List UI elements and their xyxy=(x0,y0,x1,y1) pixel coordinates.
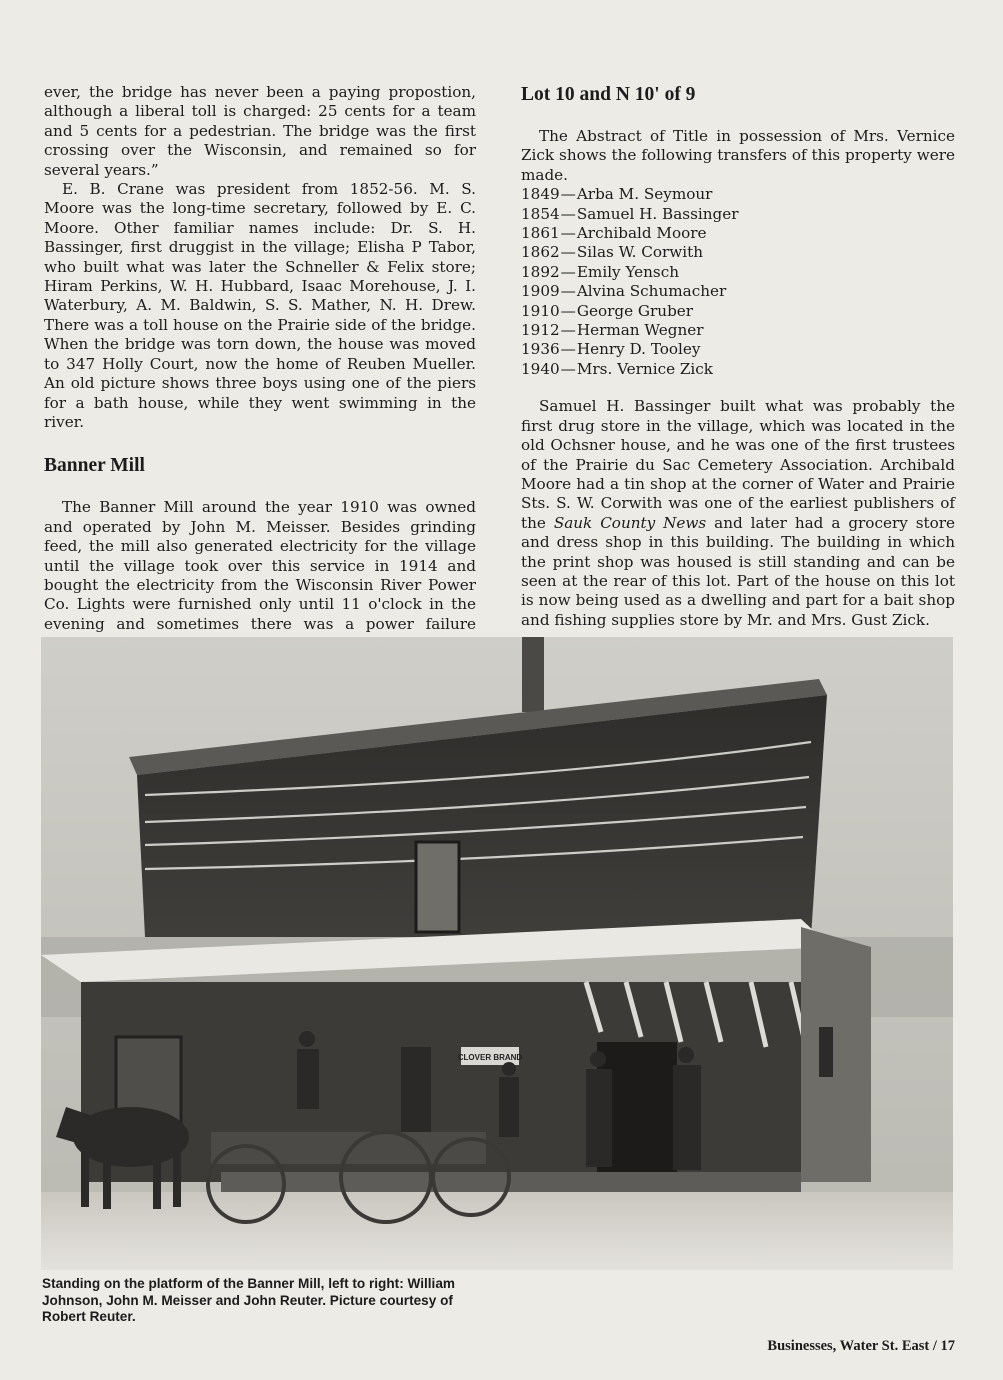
paragraph-bassinger-part1: Samuel H. Bassinger built what was probably the first drug store in the village, which was located in the old Ochsner house, and he was one of the first trustees of the Prairie du Sac Cemetery Association. Archibald Moore had a tin shop at the corner of Water and Prairie Sts. S. W. Corwith was one of the earliest publishers of the xyxy=(521,397,955,532)
paragraph-bridge-officers: E. B. Crane was president from 1852-56. M. S. Moore was the long-time secretary, followed by E. C. Moore. Other familiar names include: Dr. S. H. Bassinger, first druggist in the village; Elisha P Tabor, who built what was later the Schneller & Felix store; Hiram Perkins, W. H. Hubbard, Isaac Morehouse, J. I. Waterbury, A. M. Baldwin, S. S. Mather, N. H. Drew. There was a toll house on the Prairie side of the bridge. When the bridge was torn down, the house was moved to 347 Holly Court, now the home of Reuben Mueller. An old picture shows three boys using one of the piers for a bath house, while they went swimming in the river. xyxy=(44,180,476,431)
transfer-name: George Gruber xyxy=(576,301,694,320)
paragraph-banner-mill: The Banner Mill around the year 1910 was owned and operated by John M. Meisser. Besides grinding feed, the mill also generated electricity for the village until the village took over this service in 1914 and bought the electricity from the Wisconsin River Power Co. Lights were furnished only until 11 o'clock in the evening and sometimes there was a power failure xyxy=(44,498,476,633)
center-door xyxy=(401,1047,431,1142)
transfer-name: Silas W. Corwith xyxy=(576,243,704,262)
paragraph-bridge-toll: ever, the bridge has never been a paying propostion, although a liberal toll is charged: 25 cents for a team and 5 cents for a pedestrian. The bridge was the first crossing over the Wisconsin, and remained so for several years.” xyxy=(44,83,476,179)
transfer-year: 1912 xyxy=(521,321,560,340)
transfer-name: Archibald Moore xyxy=(576,224,707,243)
banner-mill-illustration xyxy=(41,637,953,1270)
transfer-entry xyxy=(521,243,955,262)
transfer-year: 1849 xyxy=(521,185,560,204)
transfer-entry xyxy=(521,185,955,204)
transfer-list xyxy=(521,185,955,379)
chimney xyxy=(522,637,544,712)
transfer-name: Herman Wegner xyxy=(576,321,704,340)
transfer-year: 1940 xyxy=(521,359,560,378)
right-column xyxy=(521,83,955,630)
upper-window xyxy=(416,842,459,932)
transfer-name: Mrs. Vernice Zick xyxy=(576,359,714,378)
transfer-dash: — xyxy=(560,282,576,301)
transfer-year: 1862 xyxy=(521,243,560,262)
transfer-dash: — xyxy=(560,224,576,243)
transfer-year: 1892 xyxy=(521,262,560,281)
transfer-entry xyxy=(521,224,955,243)
transfer-year: 1909 xyxy=(521,282,560,301)
transfer-name: Samuel H. Bassinger xyxy=(576,204,739,223)
side-building-window xyxy=(819,1027,833,1077)
heading-banner-mill: Banner Mill xyxy=(44,455,145,477)
transfer-entry xyxy=(521,263,955,282)
transfer-year: 1910 xyxy=(521,301,560,320)
paragraph-bassinger-part2: and later had a grocery store and dress shop in this building. The building in which the print shop was housed is still standing and can be seen at the rear of this lot. Part of the house on this lot is now being used as a dwelling and part for a bait shop and fishing supplies store by Mr. and Mrs. Gust Zick. xyxy=(521,513,956,629)
transfer-entry xyxy=(521,321,955,340)
side-building xyxy=(801,927,871,1182)
photo-caption: Standing on the platform of the Banner Mill, left to right: William Johnson, John M. Meisser and John Reuter. Picture courtesy of Robert Reuter. xyxy=(42,1276,455,1324)
transfer-dash: — xyxy=(560,262,576,281)
paragraph-bassinger xyxy=(521,397,955,630)
transfer-name: Henry D. Tooley xyxy=(576,340,701,359)
transfer-entry xyxy=(521,302,955,321)
transfer-entry xyxy=(521,282,955,301)
sign-text: CLOVER BRAND xyxy=(457,1053,523,1062)
transfer-dash: — xyxy=(560,185,576,204)
transfer-year: 1854 xyxy=(521,204,560,223)
transfer-entry xyxy=(521,360,955,379)
transfer-name: Emily Yensch xyxy=(576,262,680,281)
transfer-name: Alvina Schumacher xyxy=(576,282,727,301)
transfer-dash: — xyxy=(560,204,576,223)
transfer-year: 1861 xyxy=(521,224,560,243)
banner-mill-photo xyxy=(41,637,953,1270)
transfer-dash: — xyxy=(560,359,576,378)
transfer-dash: — xyxy=(560,321,576,340)
transfer-dash: — xyxy=(560,340,576,359)
transfer-entry xyxy=(521,340,955,359)
left-column xyxy=(44,83,476,673)
heading-lot-10: Lot 10 and N 10' of 9 xyxy=(521,84,696,105)
page-footer: Businesses, Water St. East / 17 xyxy=(767,1338,955,1354)
transfer-dash: — xyxy=(560,243,576,262)
transfer-year: 1936 xyxy=(521,340,560,359)
newspaper-title: Sauk County News xyxy=(553,513,707,532)
paragraph-abstract-intro: The Abstract of Title in possession of Mrs. Vernice Zick shows the following transfers of this property were made. xyxy=(521,127,955,184)
transfer-entry xyxy=(521,205,955,224)
transfer-dash: — xyxy=(560,301,576,320)
transfer-name: Arba M. Seymour xyxy=(576,185,713,204)
